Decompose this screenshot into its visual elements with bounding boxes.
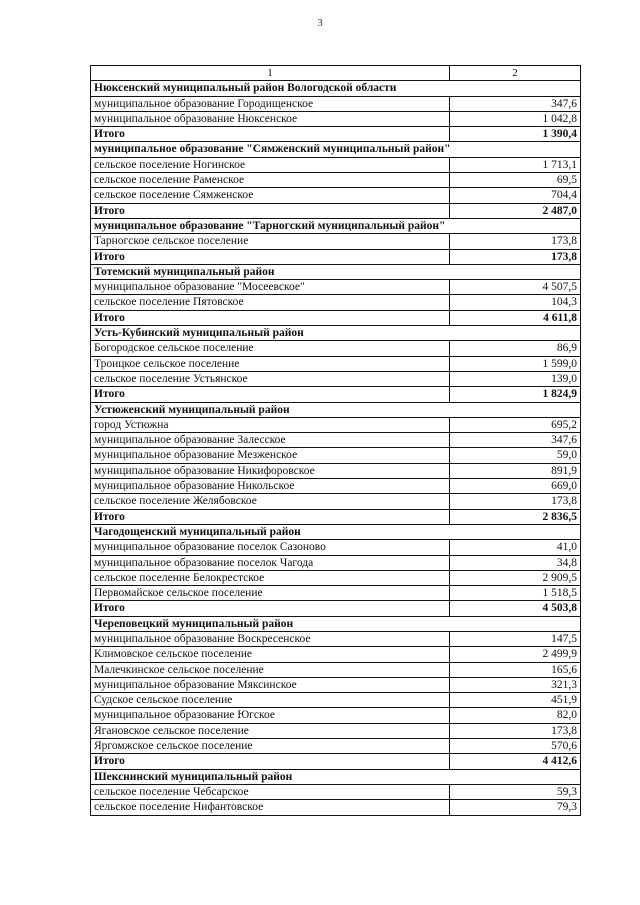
settlement-value: 891,9 [450,463,581,478]
settlement-name: муниципальное образование поселок Сазоново [91,540,450,555]
table-row [91,570,581,585]
settlement-value: 695,2 [450,417,581,432]
table-row [91,494,581,509]
settlement-value: 34,8 [450,555,581,570]
table-row [91,96,581,111]
settlement-name: муниципальное образование Нюксенское [91,111,450,126]
table-row [91,188,581,203]
settlement-name: сельское поселение Устьянское [91,371,450,386]
settlement-value: 704,4 [450,188,581,203]
district-header-row [91,616,581,631]
settlement-name: город Устюжна [91,417,450,432]
settlement-value: 104,3 [450,295,581,310]
total-value: 1 824,9 [450,387,581,402]
settlement-value: 147,5 [450,631,581,646]
district-title: Чагодощенский муниципальный район [91,524,581,539]
total-row [91,601,581,616]
settlement-value: 669,0 [450,479,581,494]
district-header-row [91,326,581,341]
settlement-value: 321,3 [450,677,581,692]
settlement-name: муниципальное образование Воскресенское [91,631,450,646]
table-row [91,708,581,723]
table-row [91,280,581,295]
settlement-name: муниципальное образование поселок Чагода [91,555,450,570]
table-row [91,631,581,646]
settlement-name: муниципальное образование "Мосеевское" [91,280,450,295]
district-header-row [91,81,581,96]
settlement-name: муниципальное образование Никольское [91,479,450,494]
settlement-name: Богородское сельское поселение [91,341,450,356]
header-col-2: 2 [450,66,581,81]
district-title: Устюженский муниципальный район [91,402,581,417]
total-value: 4 503,8 [450,601,581,616]
table-row [91,662,581,677]
settlement-name: сельское поселение Нифантовское [91,800,450,815]
total-row [91,249,581,264]
table-row [91,371,581,386]
settlement-value: 451,9 [450,693,581,708]
table-row [91,341,581,356]
settlement-value: 173,8 [450,494,581,509]
settlement-value: 4 507,5 [450,280,581,295]
total-value: 4 412,6 [450,754,581,769]
settlement-name: сельское поселение Желябовское [91,494,450,509]
table-row [91,433,581,448]
settlement-value: 82,0 [450,708,581,723]
settlement-name: сельское поселение Сямженское [91,188,450,203]
table-row [91,417,581,432]
district-title: муниципальное образование "Сямженский муниципальный район" [91,142,581,157]
table-row [91,555,581,570]
total-label: Итого [91,387,450,402]
district-title: Усть-Кубинский муниципальный район [91,326,581,341]
total-label: Итого [91,509,450,524]
total-value: 2 836,5 [450,509,581,524]
settlement-value: 41,0 [450,540,581,555]
settlement-value: 79,3 [450,800,581,815]
settlement-name: Троицкое сельское поселение [91,356,450,371]
table-row [91,677,581,692]
settlement-name: сельское поселение Пятовское [91,295,450,310]
settlement-value: 139,0 [450,371,581,386]
district-header-row [91,142,581,157]
settlement-value: 1 599,0 [450,356,581,371]
table-row [91,586,581,601]
total-label: Итого [91,310,450,325]
table-row [91,800,581,815]
settlement-value: 2 909,5 [450,570,581,585]
settlement-value: 570,6 [450,739,581,754]
settlement-name: Ягановское сельское поселение [91,723,450,738]
table-row [91,157,581,172]
table-row [91,111,581,126]
total-row [91,509,581,524]
total-label: Итого [91,249,450,264]
allocation-table [90,65,581,816]
total-row [91,387,581,402]
settlement-name: муниципальное образование Залесское [91,433,450,448]
table-row [91,540,581,555]
district-title: Тотемский муниципальный район [91,264,581,279]
settlement-value: 1 518,5 [450,586,581,601]
settlement-name: сельское поселение Ногинское [91,157,450,172]
settlement-name: сельское поселение Раменское [91,173,450,188]
table-row [91,463,581,478]
total-label: Итого [91,601,450,616]
district-title: Шекснинский муниципальный район [91,769,581,784]
table-row [91,173,581,188]
district-title: Нюксенский муниципальный район Вологодской области [91,81,581,96]
settlement-value: 1 713,1 [450,157,581,172]
settlement-name: Тарногское сельское поселение [91,234,450,249]
total-value: 1 390,4 [450,127,581,142]
total-label: Итого [91,127,450,142]
table-row [91,739,581,754]
district-header-row [91,769,581,784]
district-header-row [91,218,581,233]
total-value: 4 611,8 [450,310,581,325]
settlement-value: 59,3 [450,784,581,799]
table-row [91,723,581,738]
settlement-value: 69,5 [450,173,581,188]
table-row [91,647,581,662]
settlement-name: Климовское сельское поселение [91,647,450,662]
total-label: Итого [91,754,450,769]
settlement-value: 86,9 [450,341,581,356]
settlement-name: Судское сельское поселение [91,693,450,708]
settlement-value: 347,6 [450,433,581,448]
header-col-1: 1 [91,66,450,81]
district-title: Череповецкий муниципальный район [91,616,581,631]
district-title: муниципальное образование "Тарногский муниципальный район" [91,218,581,233]
total-row [91,127,581,142]
settlement-name: муниципальное образование Мяксинское [91,677,450,692]
settlement-value: 165,6 [450,662,581,677]
page-number: 3 [317,17,323,29]
settlement-name: сельское поселение Чебсарское [91,784,450,799]
table-row [91,234,581,249]
settlement-value: 347,6 [450,96,581,111]
table-header-row [91,66,581,81]
total-value: 173,8 [450,249,581,264]
table-row [91,295,581,310]
district-header-row [91,402,581,417]
settlement-name: муниципальное образование Югское [91,708,450,723]
district-header-row [91,264,581,279]
table-row [91,784,581,799]
settlement-value: 173,8 [450,723,581,738]
total-row [91,310,581,325]
settlement-name: Малечкинское сельское поселение [91,662,450,677]
total-value: 2 487,0 [450,203,581,218]
settlement-name: муниципальное образование Никифоровское [91,463,450,478]
settlement-name: Яргомжское сельское поселение [91,739,450,754]
settlement-value: 173,8 [450,234,581,249]
total-row [91,754,581,769]
table-body [91,66,581,816]
settlement-name: Первомайское сельское поселение [91,586,450,601]
district-header-row [91,524,581,539]
settlement-name: сельское поселение Белокрестское [91,570,450,585]
settlement-value: 2 499,9 [450,647,581,662]
table-row [91,693,581,708]
settlement-value: 1 042,8 [450,111,581,126]
settlement-value: 59,0 [450,448,581,463]
settlement-name: муниципальное образование Мезженское [91,448,450,463]
table-row [91,448,581,463]
total-label: Итого [91,203,450,218]
settlement-name: муниципальное образование Городищенское [91,96,450,111]
table-row [91,356,581,371]
total-row [91,203,581,218]
table-row [91,479,581,494]
